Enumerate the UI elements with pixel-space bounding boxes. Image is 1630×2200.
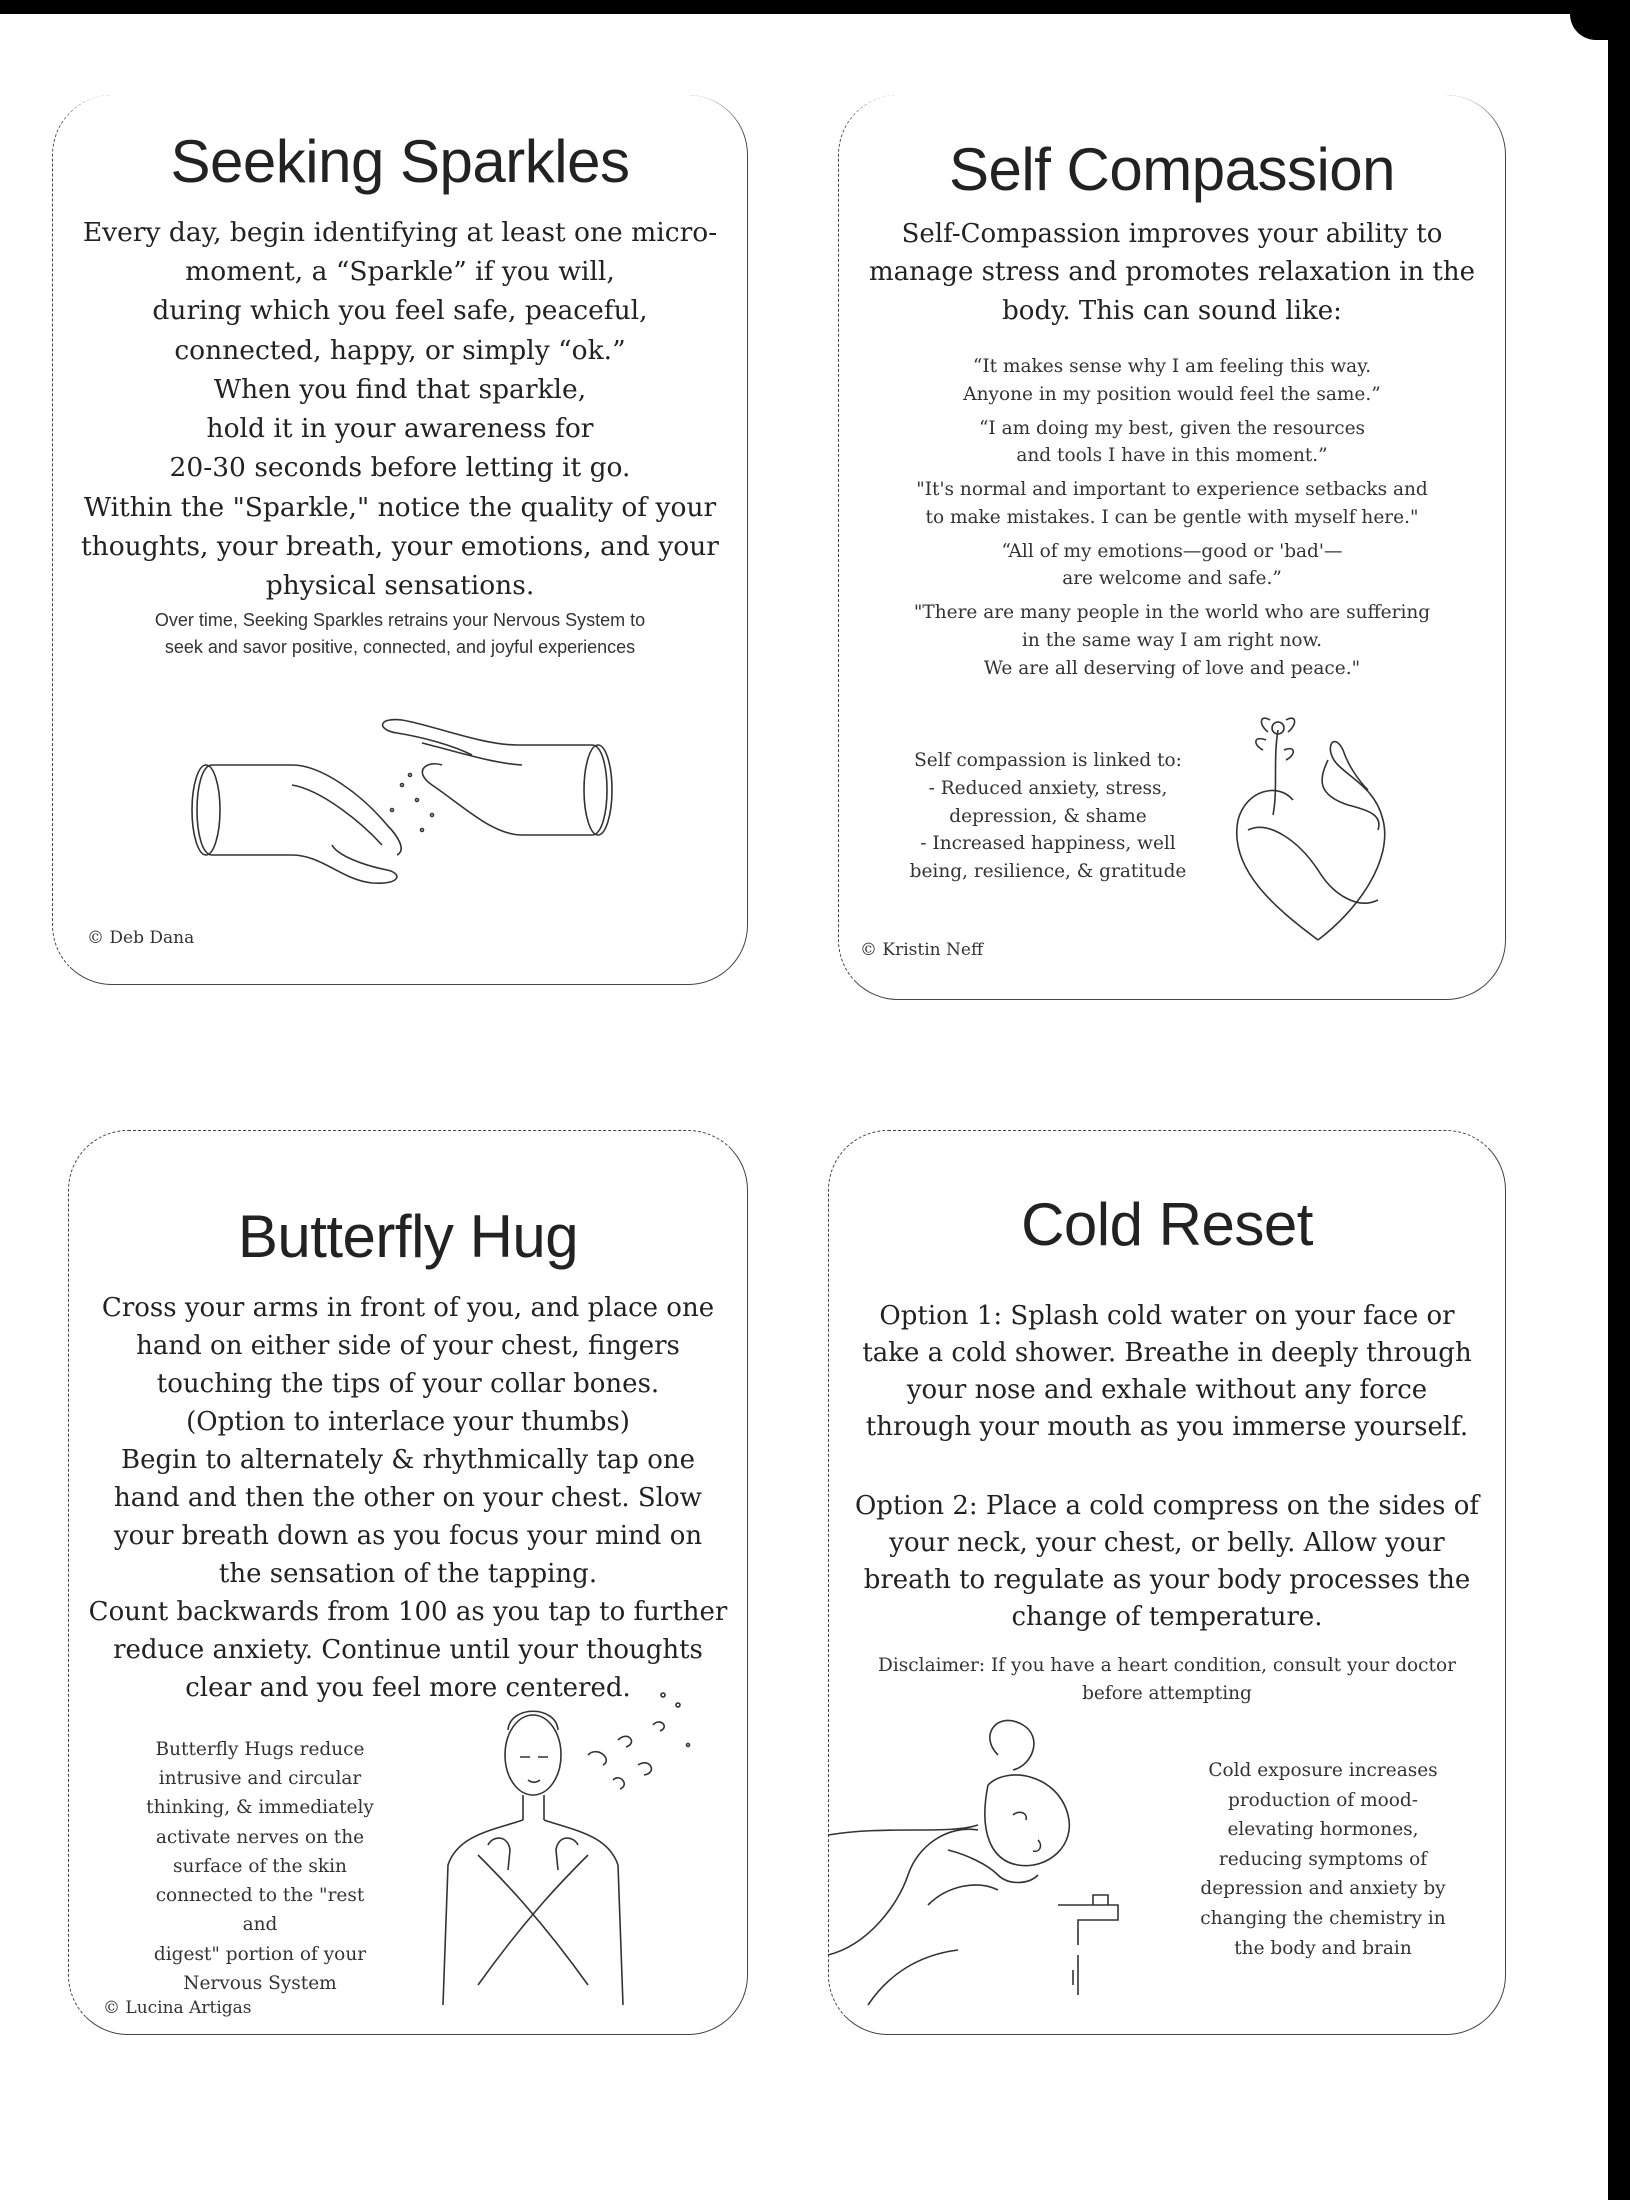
body-line: your breath down as you focus your mind on — [113, 1520, 703, 1551]
body-line: your nose and exhale without any force — [906, 1374, 1428, 1405]
body-line: physical sensations. — [265, 569, 535, 601]
body-line: Option 2: Place a cold compress on the sides of — [854, 1491, 1480, 1521]
note-line: Butterfly Hugs reduce — [155, 1739, 365, 1760]
quote — [848, 353, 1496, 409]
intro-line: manage stress and promotes relaxation in the — [868, 257, 1475, 288]
body-line: clear and you feel more centered. — [185, 1672, 631, 1703]
note-line: surface of the skin — [173, 1855, 347, 1877]
quote-line: Anyone in my position would feel the same.” — [963, 383, 1381, 405]
note-line: elevating hormones, — [1227, 1819, 1419, 1841]
note-line: digest" portion of your — [153, 1943, 367, 1965]
card-title: Seeking Sparkles — [170, 128, 630, 195]
body-line: (Option to interlace your thumbs) — [186, 1406, 630, 1437]
body-line: during which you feel safe, peaceful, — [152, 295, 648, 327]
body-line: Option 1: Splash cold water on your face or — [879, 1301, 1455, 1331]
card-title: Butterfly Hug — [237, 1203, 579, 1270]
heart-hug-flower-icon — [1218, 720, 1408, 950]
body-line: thoughts, your breath, your emotions, and your — [81, 530, 719, 562]
note-line: seek and savor positive, connected, and joyful experiences — [164, 637, 636, 657]
quote-line: “All of my emotions—good or 'bad'— — [1001, 540, 1343, 562]
body-line: take a cold shower. Breathe in deeply through — [862, 1337, 1472, 1368]
body-line: Cross your arms in front of you, and place one — [101, 1293, 715, 1323]
body-line: through your mouth as you immerse yourself. — [865, 1411, 1469, 1442]
card-intro — [848, 215, 1496, 330]
quote-line: and tools I have in this moment.” — [1016, 445, 1328, 467]
card-note — [1173, 1756, 1473, 1963]
body-line: connected, happy, or simply “ok.” — [174, 334, 626, 366]
body-line: your neck, your chest, or belly. Allow your — [889, 1527, 1445, 1558]
quote — [848, 476, 1496, 532]
linked-line: depression, & shame — [949, 805, 1147, 827]
intro-line: Self-Compassion improves your ability to — [901, 219, 1443, 249]
quote-line: “I am doing my best, given the resources — [978, 417, 1366, 439]
card-seeking-sparkles — [52, 95, 748, 985]
card-self-compassion — [838, 95, 1506, 1000]
quote-line: are welcome and safe.” — [1062, 568, 1282, 590]
note-line: intrusive and circular — [158, 1768, 362, 1790]
disclaimer — [828, 1652, 1506, 1708]
note-line: Cold exposure increases — [1208, 1760, 1438, 1781]
card-note — [72, 607, 728, 661]
quote — [848, 538, 1496, 594]
quote-line: to make mistakes. I can be gentle with myself here." — [925, 506, 1419, 528]
body-line: Every day, begin identifying at least one micro- — [82, 217, 718, 248]
linked-line: being, resilience, & gratitude — [909, 861, 1187, 882]
quote-line: “It makes sense why I am feeling this way. — [972, 356, 1372, 377]
card-body — [78, 1290, 738, 1707]
body-line: the sensation of the tapping. — [218, 1558, 598, 1589]
quote-line: "It's normal and important to experience setbacks and — [916, 479, 1428, 500]
copyright: © Lucina Artigas — [103, 1998, 252, 2018]
body-line: reduce anxiety. Continue until your thoughts — [113, 1634, 703, 1665]
linked-line: - Reduced anxiety, stress, — [928, 777, 1168, 799]
copyright: © Deb Dana — [87, 928, 195, 948]
body-line: Count backwards from 100 as you tap to further — [88, 1596, 728, 1627]
body-line: Within the "Sparkle," notice the quality of your — [83, 491, 717, 523]
card-body — [72, 213, 728, 605]
disclaimer-line: Disclaimer: If you have a heart condition, consult your doctor — [878, 1655, 1456, 1676]
butterfly-hug-person-icon — [438, 1685, 708, 2010]
quote-line: "There are many people in the world who are suffering — [913, 602, 1431, 623]
option-2 — [838, 1488, 1496, 1636]
body-line: 20-30 seconds before letting it go. — [169, 452, 631, 484]
quote-line: in the same way I am right now. — [1021, 629, 1323, 651]
body-line: Begin to alternately & rhythmically tap one — [121, 1444, 695, 1475]
body-line: moment, a “Sparkle” if you will, — [185, 256, 615, 288]
body-line: hold it in your awareness for — [206, 413, 594, 445]
note-line: activate nerves on the — [155, 1826, 365, 1848]
copyright: © Kristin Neff — [860, 940, 984, 960]
card-butterfly-hug — [68, 1130, 748, 2035]
body-line: hand on either side of your chest, fingers — [136, 1330, 680, 1361]
body-line: hand and then the other on your chest. Slow — [114, 1482, 702, 1513]
body-line: change of temperature. — [1011, 1601, 1323, 1632]
option-1 — [838, 1298, 1496, 1446]
linked-line: Self compassion is linked to: — [914, 750, 1182, 771]
note-line: the body and brain — [1234, 1937, 1412, 1959]
note-line: production of mood- — [1227, 1789, 1418, 1811]
card-title: Cold Reset — [1021, 1191, 1313, 1258]
disclaimer-line: before attempting — [1082, 1682, 1252, 1704]
note-line: Over time, Seeking Sparkles retrains your Nervous System to — [154, 610, 646, 630]
note-line: connected to the "rest and — [155, 1885, 365, 1936]
quote-line: We are all deserving of love and peace." — [983, 657, 1361, 679]
scan-right-edge — [1608, 30, 1630, 2200]
quote — [848, 599, 1496, 682]
note-line: changing the chemistry in — [1200, 1907, 1446, 1929]
intro-line: body. This can sound like: — [1002, 295, 1342, 326]
card-cold-reset — [828, 1130, 1506, 2035]
note-line: Nervous System — [183, 1972, 337, 1994]
face-washing-icon — [828, 1705, 1188, 2005]
note-line: thinking, & immediately — [146, 1797, 374, 1819]
linked-list — [898, 747, 1198, 886]
quote — [848, 415, 1496, 471]
note-line: reducing symptoms of — [1218, 1848, 1428, 1870]
quotes — [848, 353, 1496, 688]
card-title: Self Compassion — [948, 136, 1396, 203]
body-line: breath to regulate as your body processes the — [863, 1564, 1471, 1595]
linked-line: - Increased happiness, well — [920, 833, 1176, 855]
note-line: depression and anxiety by — [1200, 1878, 1446, 1900]
body-line: touching the tips of your collar bones. — [156, 1368, 660, 1399]
body-line: When you find that sparkle, — [213, 373, 587, 405]
scan-top-edge — [0, 0, 1630, 14]
hands-icon — [172, 705, 632, 905]
card-note — [140, 1735, 380, 1998]
